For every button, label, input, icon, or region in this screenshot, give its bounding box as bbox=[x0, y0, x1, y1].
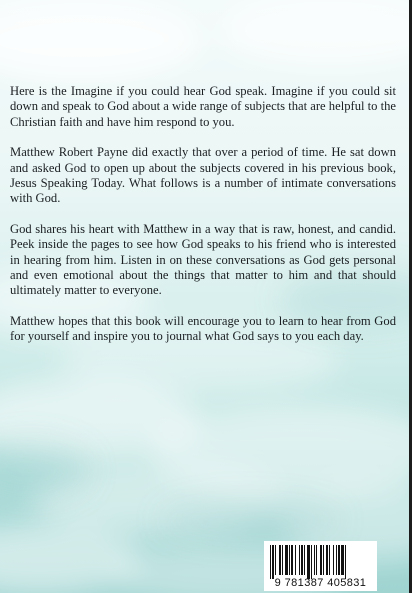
blurb-paragraph-3: God shares his heart with Matthew in a way that is raw, honest, and candid. Peek inside the pages to see how God speaks to his friend who is interested in hearing from him. Listen in on these conversations as God gets personal and even emotional about the things that matter to him and that should ultimately matter to everyone. bbox=[10, 221, 396, 298]
blurb-paragraph-4: Matthew hopes that this book will encourage you to learn to hear from God for yourself and inspire you to journal what God says to you each day. bbox=[10, 313, 396, 344]
back-cover-blurb bbox=[10, 84, 396, 360]
blurb-paragraph-2: Matthew Robert Payne did exactly that over a period of time. He sat down and asked God to open up about the subjects covered in his previous book, Jesus Speaking Today. What follows is a number of intimate conversations with God. bbox=[10, 145, 396, 206]
barcode-bars-icon bbox=[270, 545, 371, 579]
blurb-paragraph-1: Here is the Imagine if you could hear God speak. Imagine if you could sit down and speak to God about a wide range of subjects that are helpful to the Christian faith and have him respond to you. bbox=[10, 84, 396, 129]
isbn-number: 9 781387 405831 bbox=[274, 577, 367, 589]
isbn-barcode bbox=[264, 541, 377, 591]
